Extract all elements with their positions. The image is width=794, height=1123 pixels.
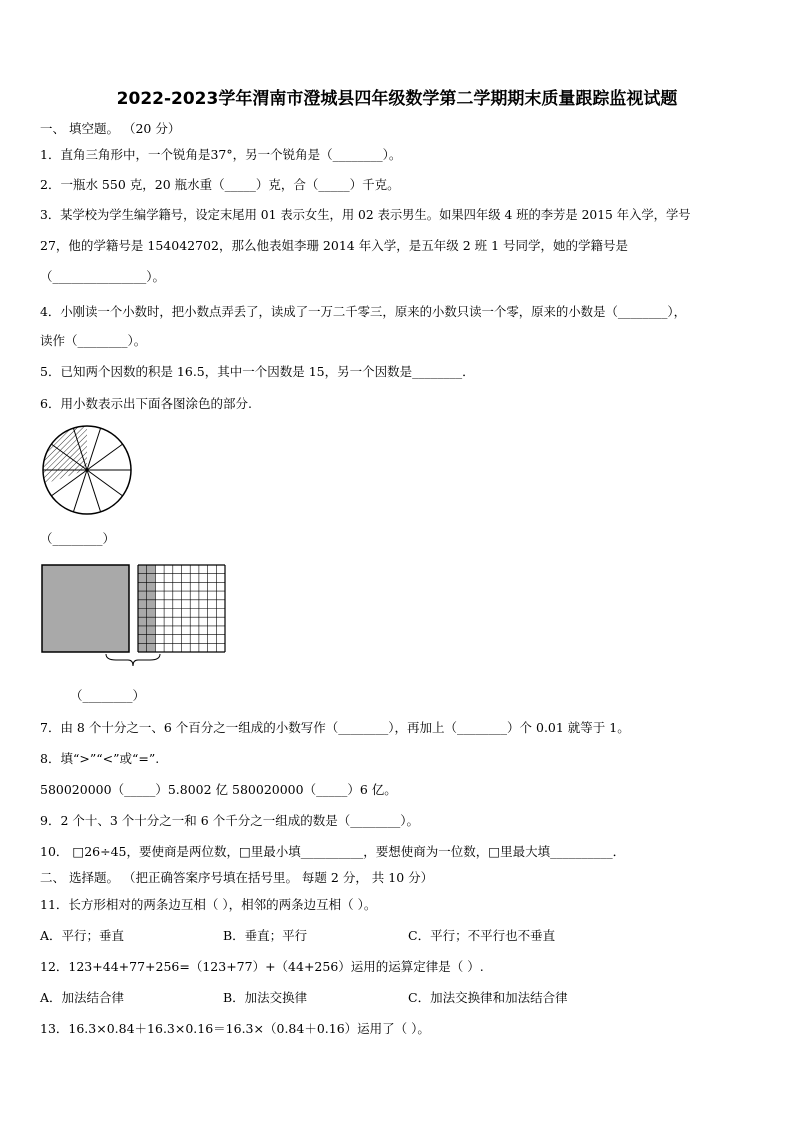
question-5: 5．已知两个因数的积是 16.5，其中一个因数是 15，另一个因数是________． <box>40 364 475 379</box>
question-4-line-1: 4．小刚读一个小数时，把小数点弄丢了，读成了一万二千零三，原来的小数只读一个零，原来的小数是（________）， <box>40 304 686 319</box>
circle-division-line <box>87 444 123 470</box>
question-8-comparisons: 580020000（_____）5.8002 亿 580020000（_____）6 亿。 <box>40 782 397 797</box>
question-12-option-a: A．加法结合律 <box>40 990 125 1005</box>
question-4-line-2: 读作（________）。 <box>40 333 147 348</box>
question-13: 13．16.3×0.84＋16.3×0.16＝16.3×（0.84＋0.16）运用了（ ）。 <box>40 1021 430 1036</box>
question-12-option-c: C．加法交换律和加法结合律 <box>408 990 568 1005</box>
question-6: 6．用小数表示出下面各图涂色的部分. <box>40 396 252 411</box>
full-shaded-square-figure <box>41 564 130 653</box>
section-choice-heading: 二、 选择题。 （把正确答案序号填在括号里。 每题 2 分， 共 10 分） <box>40 870 434 885</box>
question-12: 12．123+44+77+256=（123+77）+（44+256）运用的运算定律是（ ）. <box>40 959 484 974</box>
question-11-option-c: C．平行；不平行也不垂直 <box>408 928 556 943</box>
circle-division-line <box>87 470 123 496</box>
circle-division-line <box>87 428 101 470</box>
question-1: 1．直角三角形中，一个锐角是37°，另一个锐角是（________）。 <box>40 147 402 162</box>
question-9: 9．2 个十、3 个十分之一和 6 个千分之一组成的数是（________）。 <box>40 813 419 828</box>
question-11-option-a: A．平行；垂直 <box>40 928 125 943</box>
pie-circle-figure <box>41 424 133 516</box>
question-12-option-b: B．加法交换律 <box>223 990 308 1005</box>
section-fill-blank-heading: 一、 填空题。 （20 分） <box>40 121 181 136</box>
question-7: 7．由 8 个十分之一、6 个百分之一组成的小数写作（________），再加上（________）个 0.01 就等于 1。 <box>40 720 630 735</box>
page-title: 2022-2023学年渭南市澄城县四年级数学第二学期期末质量跟踪监视试题 <box>116 89 678 109</box>
question-6-blank-2: （________） <box>70 688 146 703</box>
question-10: 10． □26÷45，要使商是两位数，□里最小填__________，要想使商为一位数，□里最大填__________． <box>40 844 626 859</box>
question-11-option-b: B．垂直；平行 <box>223 928 308 943</box>
question-2: 2．一瓶水 550 克，20 瓶水重（_____）克，合（_____）千克。 <box>40 177 400 192</box>
question-8: 8．填“>”“<”或“=”. <box>40 751 160 766</box>
question-3-line-2: 27，他的学籍号是 154042702，那么他表姐李珊 2014 年入学，是五年级 2 班 1 号同学，她的学籍号是 <box>40 238 629 253</box>
question-6-blank-1: （________） <box>40 531 116 546</box>
brace-icon <box>104 652 162 668</box>
question-3-line-3: （_______________）。 <box>40 269 166 284</box>
circle-division-line <box>87 470 101 512</box>
question-3-line-1: 3．某学校为学生编学籍号，设定末尾用 01 表示女生，用 02 表示男生。如果四年级 4 班的李芳是 2015 年入学，学号 <box>40 208 691 222</box>
circle-division-line <box>73 470 87 512</box>
hundred-grid-figure <box>137 564 226 653</box>
question-11: 11．长方形相对的两条边互相（ ），相邻的两条边互相（ ）。 <box>40 897 377 912</box>
